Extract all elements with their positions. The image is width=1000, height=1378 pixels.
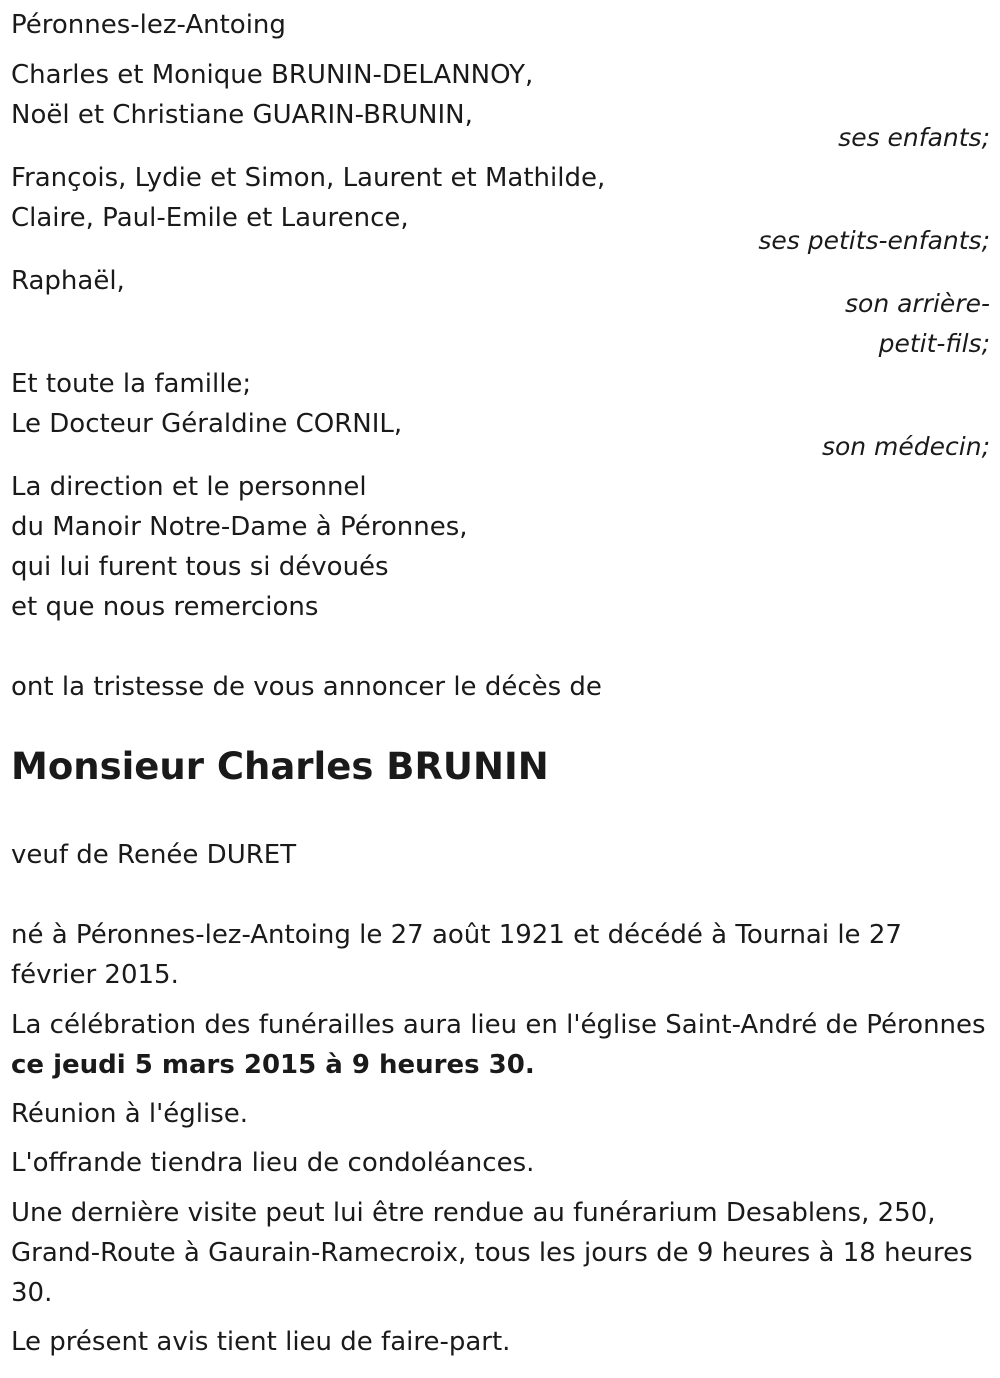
grandchildren-role: ses petits-enfants; [758,226,990,255]
staff-line-3: qui lui furent tous si dévoués [11,552,389,582]
great-grandchild-name: Raphaël, [11,266,125,296]
children-role: ses enfants; [838,123,990,152]
family-line-2: Le Docteur Géraldine CORNIL, [11,409,403,439]
notice-text: Le présent avis tient lieu de faire-part. [11,1327,511,1357]
funeral-paragraph [11,1005,986,1085]
staff-line-4: et que nous remercions [11,592,319,622]
deceased-name: Monsieur Charles BRUNIN [11,745,549,788]
great-grandchild-role-1: son arrière- [845,289,990,318]
funeral-text: La célébration des funérailles aura lieu en l'église Saint-André de Péronnes [11,1010,986,1040]
staff-line-2: du Manoir Notre-Dame à Péronnes, [11,512,468,542]
doctor-role: son médecin; [821,432,990,461]
announcement-text: ont la tristesse de vous annoncer le décès de [11,672,602,702]
offering-text: L'offrande tiendra lieu de condoléances. [11,1148,535,1178]
widower-of: veuf de Renée DURET [11,840,297,870]
children-line-1: Charles et Monique BRUNIN-DELANNOY, [11,60,534,90]
children-line-2: Noël et Christiane GUARIN-BRUNIN, [11,100,473,130]
funeral-datetime: ce jeudi 5 mars 2015 à 9 heures 30. [11,1050,535,1080]
meeting-text: Réunion à l'église. [11,1099,249,1129]
birth-death-text: né à Péronnes-lez-Antoing le 27 août 1921 et décédé à Tournai le 27 février 2015. [11,920,902,990]
place-name: Péronnes-lez-Antoing [11,10,286,40]
great-grandchild-role-2: petit-fils; [878,329,990,358]
family-line-1: Et toute la famille; [11,369,252,399]
grandchildren-line-1: François, Lydie et Simon, Laurent et Mathilde, [11,163,606,193]
grandchildren-line-2: Claire, Paul-Emile et Laurence, [11,203,409,233]
staff-line-1: La direction et le personnel [11,472,367,502]
visit-text: Une dernière visite peut lui être rendue au funérarium Desablens, 250, Grand-Route à Gaurain-Ramecroix, tous les jours de 9 heures à 18 heures 30. [11,1198,973,1308]
